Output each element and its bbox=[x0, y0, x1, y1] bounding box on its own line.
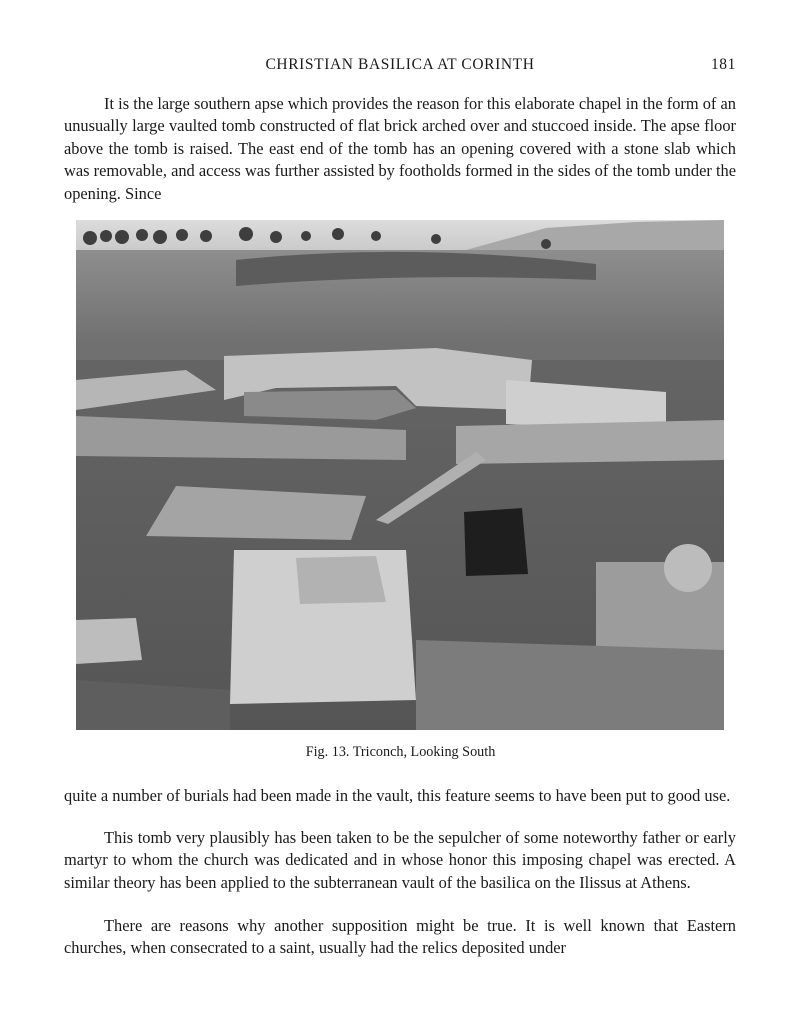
paragraph-relics: There are reasons why another supposition might be true. It is well known that Eastern churches, when consecrated to a saint, usually had the relics deposited under bbox=[64, 916, 736, 958]
running-title: CHRISTIAN BASILICA AT CORINTH bbox=[265, 56, 535, 73]
paragraph-apse-tomb: It is the large southern apse which provides the reason for this elaborate chapel in the form of an unusually large vaulted tomb constructed of flat brick arched over and stuccoed inside. The apse floor above the tomb is raised. The east end of the tomb has an opening covered with a stone slab which was removable, and access was further assisted by footholds formed in the sides of the tomb under the opening. Since bbox=[64, 94, 736, 203]
running-head bbox=[64, 56, 736, 78]
page-number: 181 bbox=[710, 56, 736, 73]
paragraph-sepulcher: This tomb very plausibly has been taken to be the sepulcher of some noteworthy father or early martyr to whom the church was dedicated and in whose honor this imposing chapel was erected. A similar theory has been applied to the subterranean vault of the basilica on the Ilissus at Athens. bbox=[64, 828, 736, 892]
triconch-photograph bbox=[76, 220, 724, 730]
paragraph-continuation: quite a number of burials had been made in the vault, this feature seems to have been put to good use. bbox=[64, 786, 731, 805]
figure-caption: Fig. 13. Triconch, Looking South bbox=[305, 744, 496, 760]
